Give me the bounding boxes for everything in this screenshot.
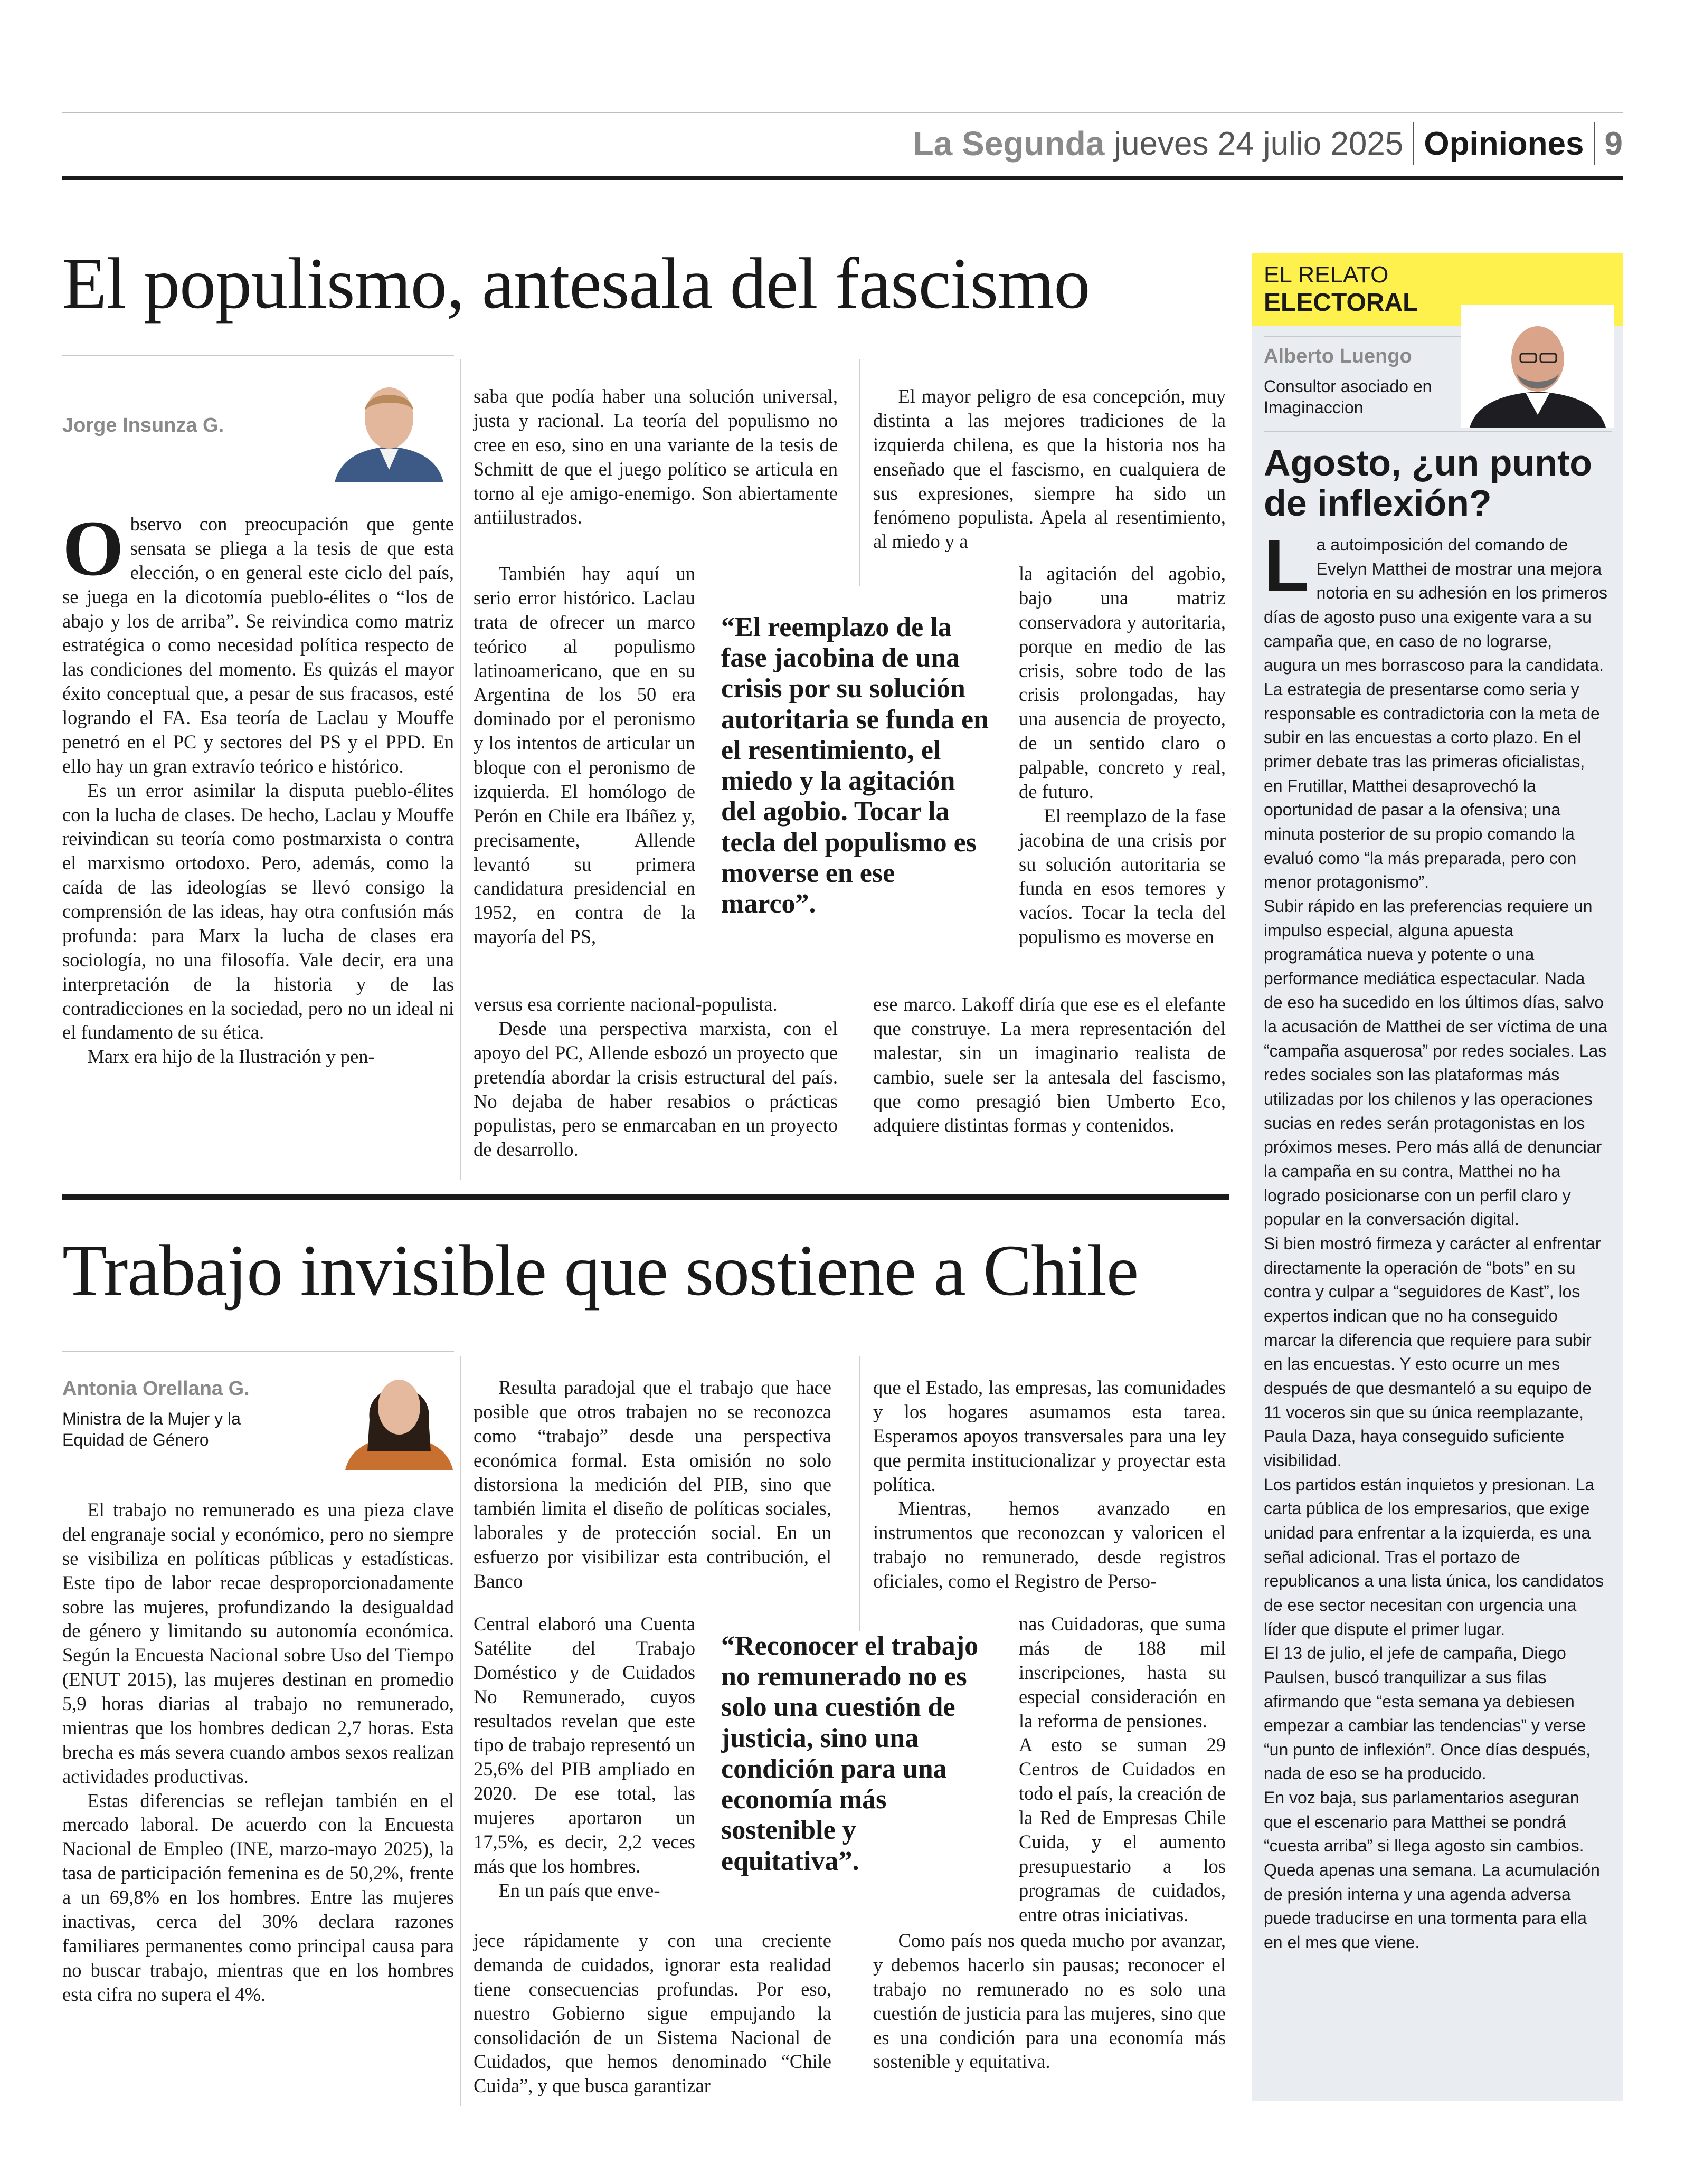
drop-cap: L [1264, 524, 1309, 607]
article1-column-3-top [873, 384, 1226, 554]
article1-column-3-narrow [1019, 562, 1226, 949]
sidebar-headline: Agosto, ¿un punto de inflexión? [1264, 442, 1593, 524]
article2-column-1 [62, 1498, 454, 2006]
sidebar-tag-line-1: EL RELATO [1264, 262, 1389, 288]
paragraph: jece rápidamente y con una creciente demanda de cuidados, ignorar esta realidad tiene consecuencias profundas. Por eso, nuestro Gobierno sigue empujando la consolidación de un Sistema Nacional de Cuidados, que hemos denominado “Chile Cuida”, y que busca garantizar [474, 1930, 831, 2097]
article2-headline: Trabajo invisible que sostiene a Chile [62, 1230, 1139, 1311]
article1-author: Jorge Insunza G. [62, 414, 224, 436]
article1-column-2-narrow [474, 562, 695, 949]
paragraph: Desde una perspectiva marxista, con el apoyo del PC, Allende esbozó un proyecto que pretendía abordar la crisis estructural del país. No dejaba de haber resabios o prácticas populistas, pero se enmarcaban en un proyecto de desarrollo. [474, 1017, 838, 1161]
paragraph: versus esa corriente nacional-populista. [474, 993, 778, 1015]
column-rule [859, 359, 860, 586]
paragraph: saba que podía haber una solución universal, justa y racional. La teoría del populismo no cree en eso, sino en una variante de la tesis de Schmitt de que el juego político se articula en torno al eje amigo-enemigo. Son abiertamente antiilustrados. [474, 385, 838, 528]
article2-column-2-bottom [474, 1929, 831, 2098]
drop-cap: O [62, 505, 124, 592]
paragraph: la agitación del agobio, bajo una matriz conservadora y autoritaria, porque en medio de las crisis, sobre todo de las crisis prolongadas, hay una ausencia de proyecto, de un sentido claro o palpable, concreto y real, de futuro. [1019, 563, 1226, 802]
author-photo [1461, 305, 1614, 428]
paragraph: nas Cuidadoras, que suma más de 188 mil inscripciones, hasta su especial consideración en la reforma de pensiones. [1019, 1613, 1226, 1732]
paragraph: que el Estado, las empresas, las comunidades y los hogares asumamos esta tarea. Esperamos apoyos transversales para una ley que permita institucionalizar y proyectar esta política. [873, 1376, 1226, 1495]
paragraph: Los partidos están inquietos y presionan. La carta pública de los empresarios, que exige unidad para enfrentar a la izquierda, es una señal adicional. Tras el portazo de republicanos a una lista única, los candidatos de ese sector necesitan con urgencia una líder que dispute el primer lugar. [1264, 1475, 1604, 1639]
page-number: 9 [1604, 125, 1623, 162]
article1-column-3-bottom [873, 992, 1226, 1137]
article2-column-2-top [474, 1375, 831, 1593]
sidebar-author-role: Consultor asociado en Imaginaccion [1264, 377, 1432, 417]
byline-rule [62, 355, 454, 356]
article2-pull-quote: “Reconocer el trabajo no remunerado no es solo una cuestión de justicia, sino una condición para una economía más sostenible y equitativa”. [721, 1631, 979, 1876]
newspaper-name: La Segunda [913, 125, 1105, 163]
sidebar-body [1264, 524, 1608, 1955]
paragraph: Como país nos queda mucho por avanzar, y debemos hacerlo sin pausas; reconocer el trabajo no remunerado no es solo una cuestión de justicia para las mujeres, sino que es una condición para una economía más sostenible y equitativa. [873, 1930, 1226, 2073]
paragraph: bservo con preocupación que gente sensata se pliega a la tesis de que esta elección, o en general este ciclo del país, se juega en la dicotomía pueblo-élites o “los de abajo y los de arriba”. Se reivindica como matriz estratégica o como necesidad política respecto de las condiciones del momento. Es quizás el mayor éxito conceptual que, a pesar de sus fracasos, esté logrando el FA. Esa teoría de Laclau y Mouffe penetró en el PC y sectores del PS y el PPD. En ello hay un gran extravío teórico e histórico. [62, 513, 454, 777]
paragraph: El mayor peligro de esa concepción, muy distinta a las mejores tradiciones de la izquierda chilena, es que la historia nos ha enseñado que el fascismo, en cualquiera de sus expresiones, siempre ha sido un fenómeno populista. Apela al resentimiento, al miedo y a [873, 385, 1226, 553]
column-rule [460, 359, 461, 1180]
sidebar-tag-line-2: ELECTORAL [1264, 289, 1418, 317]
paragraph: ese marco. Lakoff diría que ese es el elefante que construye. La mera representación del malestar, sin un imaginario realista de cambio, suele ser la antesala del fascismo, que como presagió bien Umberto Eco, adquiere distintas formas y contenidos. [873, 993, 1226, 1136]
article2-column-2-narrow [474, 1612, 695, 1903]
paragraph: El trabajo no remunerado es una pieza clave del engranaje social y económico, pero no siempre se visibiliza en políticas públicas y estadísticas. Este tipo de labor recae desproporcionadamente sobre las mujeres, profundizando la desigualdad de género y limitando su autonomía económica. Según la Encuesta Nacional sobre Uso del Tiempo (ENUT 2015), las mujeres destinan en promedio 5,9 horas diarias al trabajo no remunerado, mientras que los hombres dedican 2,7 horas. Esta brecha es más severa cuando ambos sexos realizan actividades productivas. [62, 1499, 454, 1787]
article1-pull-quote: “El reemplazo de la fase jacobina de una crisis por su solución autoritaria se funda en el resentimiento, el miedo y la agitación del agobio. Tocar la tecla del populismo es moverse en ese marco”. [721, 612, 989, 919]
sidebar-rule [1264, 431, 1612, 432]
issue-date: jueves 24 julio 2025 [1114, 125, 1404, 162]
header-bottom-rule [62, 176, 1623, 180]
byline-rule [62, 1351, 454, 1352]
paragraph: En un país que enve- [498, 1879, 660, 1901]
article2-author: Antonia Orellana G. [62, 1378, 250, 1400]
paragraph: Central elaboró una Cuenta Satélite del Trabajo Doméstico y de Cuidados No Remunerado, cuyos resultados revelan que este tipo de trabajo representó un 25,6% del PIB ampliado en 2020. De ese total, las mujeres aportaron un 17,5%, es decir, 2,2 veces más que los hombres. [474, 1613, 695, 1877]
article2-column-3-narrow [1019, 1612, 1226, 1926]
paragraph: a autoimposición del comando de Evelyn Matthei de mostrar una mejora notoria en su adhesión en los primeros días de agosto puso una exigente vara a su campaña que, en caso de no lograrse, augura un mes borrascoso para la candidata. La estrategia de presentarse como seria y responsable es contradictoria con la meta de subir en las encuestas a corto plazo. En el primer debate tras las primeras oficialistas, en Frutillar, Matthei desaprovechó la oportunidad de pasar a la ofensiva; una minuta posterior de su propio comando la evaluó como “la más preparada, pero con menor protagonismo”. [1264, 535, 1607, 892]
paragraph: El 13 de julio, el jefe de campaña, Diego Paulsen, buscó tranquilizar a sus filas afirmando que “esta semana ya debiesen empezar a cambiar las tendencias” y verse “un punto de inflexión”. Once días después, nada de eso se ha producido. [1264, 1644, 1591, 1783]
author-photo [338, 1356, 460, 1470]
article1-headline: El populismo, antesala del fascismo [62, 243, 1090, 324]
paragraph: A esto se suman 29 Centros de Cuidados en todo el país, la creación de la Red de Empresas Chile Cuida, y el aumento presupuestario a los programas de cuidados, entre otras iniciativas. [1019, 1734, 1226, 1925]
paragraph: En voz baja, sus parlamentarios aseguran que el escenario para Matthei se pondrá “cuesta arriba” si llega agosto sin cambios. Queda apenas una semana. La acumulación de presión interna y una agenda adversa puede traducirse en una tormenta para ella en el mes que viene. [1264, 1788, 1600, 1952]
header-top-rule [62, 112, 1623, 113]
paragraph: Estas diferencias se reflejan también en el mercado laboral. De acuerdo con la Encuesta Nacional de Empleo (INE, marzo-mayo 2025), la tasa de participación femenina es de 50,2%, frente a un 69,8% en los hombres. Entre las mujeres inactivas, cerca del 30% declara razones familiares permanentes como principal causa para no buscar trabajo, mientras que en los hombres esta cifra no supera el 4%. [62, 1789, 454, 2005]
article2-column-3-bottom [873, 1929, 1226, 2074]
paragraph: Es un error asimilar la disputa pueblo-élites con la lucha de clases. De hecho, Laclau y Mouffe reivindican su teoría como postmarxista o contra el marxismo ortodoxo. Pero, además, como la caída de las ideologías se llevó consigo la comprensión de las ideas, hay otra confusión más profunda: para Marx la lucha de clases era sociología, no una filosofía. Vale decir, era una interpretación de la historia y de las contradicciones en la sociedad, pero no un ideal ni el fundamento de su ética. [62, 779, 454, 1043]
paragraph: Mientras, hemos avanzado en instrumentos que reconozcan y valoricen el trabajo no remunerado, desde registros oficiales, como el Registro de Perso- [873, 1497, 1226, 1592]
section-name: Opiniones [1424, 125, 1584, 162]
paragraph: Resulta paradojal que el trabajo que hace posible que otros trabajen no se reconozca como “trabajo” desde una perspectiva económica formal. Esta omisión no solo distorsiona la medición del PIB, sino que también limita el diseño de políticas sociales, laborales y de protección social. En un esfuerzo por visibilizar esta contribución, el Banco [474, 1376, 831, 1592]
article1-column-1 [62, 505, 454, 1069]
paragraph: Subir rápido en las preferencias requiere un impulso especial, alguna apuesta programática nueva y potente o una performance mediática espectacular. Nada de eso ha sucedido en los últimos días, salvo la acusación de Matthei de ser víctima de una “campaña asquerosa” por redes sociales. Las redes sociales son las plataformas más utilizadas por los chilenos y las operaciones sucias en redes serán protagonistas en los próximos meses. Pero más allá de denunciar la campaña en su contra, Matthei no ha logrado posicionarse con un perfil claro y popular en la conversación digital. [1264, 896, 1608, 1229]
paragraph: El reemplazo de la fase jacobina de una crisis por su solución autoritaria se funda en esos temores y vacíos. Tocar la tecla del populismo es moverse en [1019, 804, 1226, 948]
masthead-separator [1594, 122, 1595, 165]
article-divider [62, 1194, 1229, 1200]
paragraph: Marx era hijo de la Ilustración y pen- [87, 1046, 375, 1068]
column-rule [460, 1356, 461, 2106]
paragraph: También hay aquí un serio error histórico. Laclau trata de ofrecer un marco teórico al populismo latinoamericano, que en su Argentina de los 50 era dominado por el peronismo y los intentos de articular un bloque con el peronismo de izquierda. El homólogo de Perón en Chile era Ibáñez y, precisamente, Allende levantó su primera candidatura presidencial en 1952, en contra de la mayoría del PS, [474, 563, 695, 948]
article1-column-2-bottom [474, 992, 838, 1162]
column-rule [859, 1356, 860, 1631]
paragraph: Si bien mostró firmeza y carácter al enfrentar directamente la operación de “bots” en su contra y culpar a “seguidores de Kast”, los expertos indican que no ha conseguido marcar la diferencia que requiere para subir en las encuestas. Y esto ocurre un mes después de que desmanteló a su equipo de 11 voceros sin que su única reemplazante, Paula Daza, haya conseguido suficiente visibilidad. [1264, 1234, 1601, 1470]
author-photo [324, 369, 454, 482]
article1-column-2-top [474, 384, 838, 529]
masthead-separator [1413, 122, 1414, 165]
masthead [913, 117, 1623, 170]
article2-column-3-top [873, 1375, 1226, 1593]
sidebar-author: Alberto Luengo [1264, 345, 1412, 367]
article2-author-role: Ministra de la Mujer y la Equidad de Género [62, 1409, 241, 1449]
